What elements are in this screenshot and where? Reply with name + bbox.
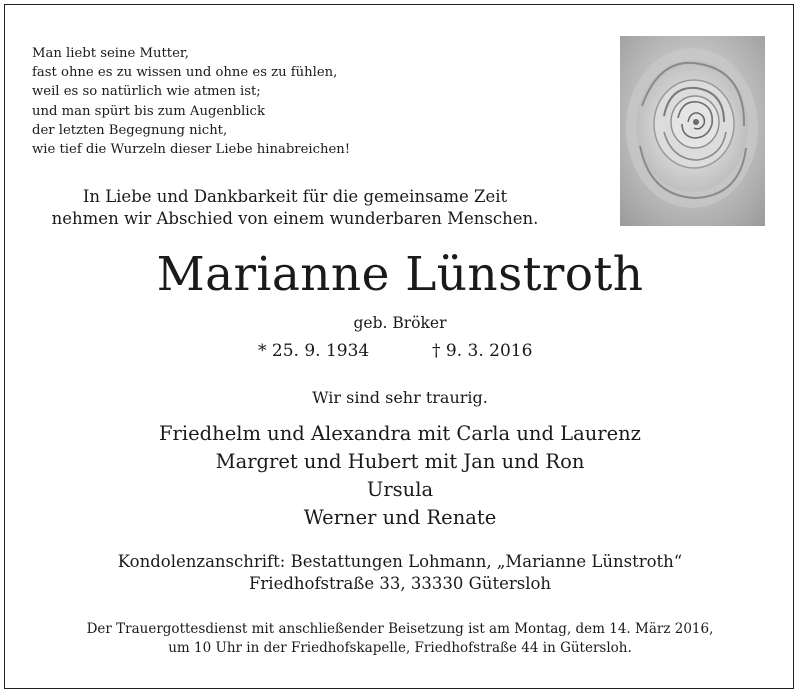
sad-line: Wir sind sehr traurig. bbox=[312, 388, 488, 407]
mourner-line: Werner und Renate bbox=[303, 506, 497, 529]
intro-line: In Liebe und Dankbarkeit für die gemeinsame Zeit bbox=[82, 187, 508, 206]
rose-photo bbox=[620, 36, 765, 226]
service-line: Der Trauergottesdienst mit anschließender Beisetzung ist am Montag, dem 14. März 2016, bbox=[86, 621, 714, 637]
deceased-name: Marianne Lünstroth bbox=[156, 247, 644, 302]
mourner-line: Friedhelm und Alexandra mit Carla und Laurenz bbox=[159, 422, 641, 445]
poem-line: wie tief die Wurzeln dieser Liebe hinabreichen! bbox=[32, 142, 351, 158]
birth-date: * 25. 9. 1934 bbox=[258, 341, 370, 361]
poem-line: und man spürt bis zum Augenblick bbox=[32, 103, 265, 119]
maiden-name: geb. Bröker bbox=[353, 314, 447, 332]
intro-line: nehmen wir Abschied von einem wunderbaren Menschen. bbox=[51, 209, 539, 228]
poem bbox=[32, 44, 350, 159]
poem-line: weil es so natürlich wie atmen ist; bbox=[32, 84, 261, 100]
poem-line: Man liebt seine Mutter, bbox=[32, 46, 189, 61]
intro-text bbox=[0, 186, 590, 230]
mourner-line: Margret und Hubert mit Jan und Ron bbox=[215, 450, 585, 473]
poem-line: fast ohne es zu wissen und ohne es zu fühlen, bbox=[32, 65, 338, 81]
death-date: † 9. 3. 2016 bbox=[432, 341, 533, 361]
poem-line: der letzten Begegnung nicht, bbox=[32, 122, 228, 138]
service-info bbox=[0, 620, 800, 658]
mourners-list bbox=[0, 420, 800, 532]
service-line: um 10 Uhr in der Friedhofskapelle, Friedhofstraße 44 in Gütersloh. bbox=[168, 640, 632, 656]
mourner-line: Ursula bbox=[366, 478, 434, 501]
condolence-line: Kondolenzanschrift: Bestattungen Lohmann, „Marianne Lünstroth“ bbox=[117, 552, 683, 571]
condolence-address bbox=[0, 551, 800, 595]
condolence-line: Friedhofstraße 33, 33330 Gütersloh bbox=[248, 574, 552, 593]
